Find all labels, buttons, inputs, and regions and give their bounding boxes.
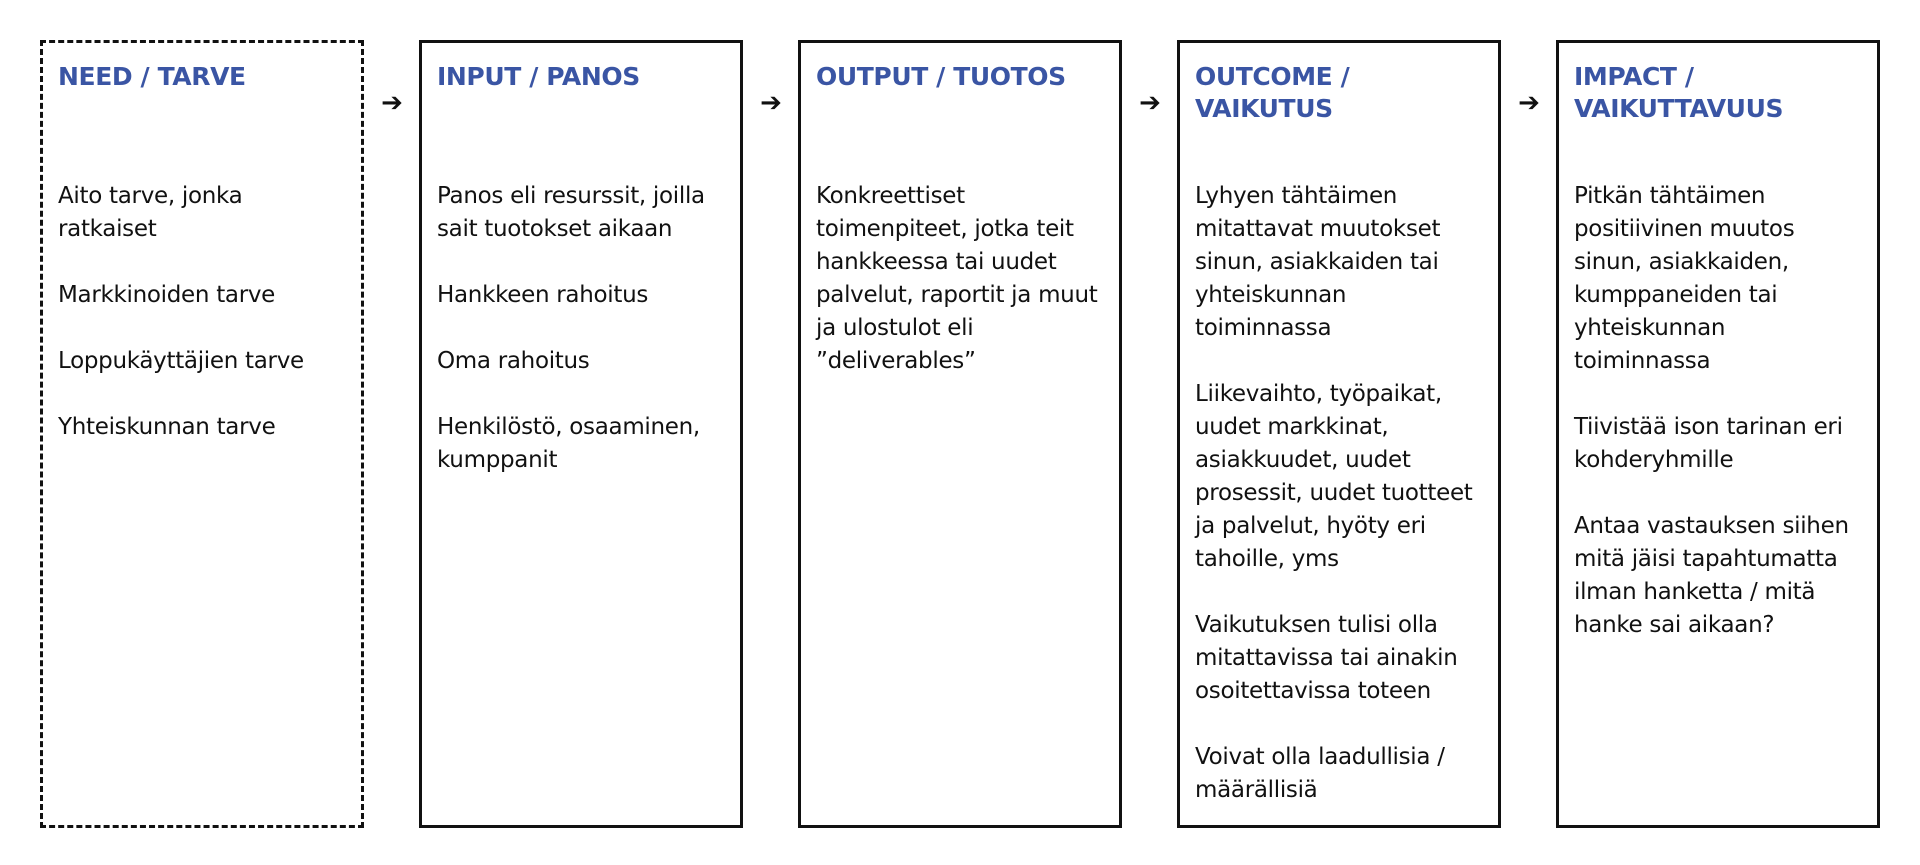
column-paragraph: Henkilöstö, osaaminen, kumppanit	[437, 414, 700, 473]
column-paragraph: Vaikutuksen tulisi olla mitattavissa tai ainakin osoitettavissa toteen	[1195, 612, 1458, 704]
column-outcome	[1177, 40, 1501, 828]
right-arrow-icon: ➔	[1518, 88, 1540, 118]
column-body	[437, 180, 725, 477]
column-title: OUTCOME / VAIKUTUS	[1195, 62, 1350, 123]
column-body	[1195, 180, 1483, 807]
column-paragraph: Aito tarve, jonka ratkaiset	[58, 183, 243, 242]
column-paragraph: Hankkeen rahoitus	[437, 282, 649, 308]
column-output	[798, 40, 1122, 828]
column-paragraph: Pitkän tähtäimen positiivinen muutos sinun, asiakkaiden, kumppaneiden tai yhteiskunnan toiminnassa	[1574, 183, 1795, 374]
column-paragraph: Antaa vastauksen siihen mitä jäisi tapahtumatta ilman hanketta / mitä hanke sai aikaan?	[1574, 513, 1849, 638]
column-body	[816, 180, 1104, 378]
column-need	[40, 40, 364, 828]
column-paragraph: Oma rahoitus	[437, 348, 590, 374]
column-title: INPUT / PANOS	[437, 62, 640, 91]
column-paragraph: Voivat olla laadullisia / määrällisiä	[1195, 744, 1445, 803]
column-paragraph: Panos eli resurssit, joilla sait tuotokset aikaan	[437, 183, 705, 242]
column-title: OUTPUT / TUOTOS	[816, 62, 1066, 91]
column-paragraph: Konkreettiset toimenpiteet, jotka teit hankkeessa tai uudet palvelut, raportit ja muut ja ulostulot eli ”deliverables”	[816, 183, 1098, 374]
right-arrow-icon: ➔	[760, 88, 782, 118]
column-paragraph: Liikevaihto, työpaikat, uudet markkinat, asiakkuudet, uudet prosessit, uudet tuotteet ja palvelut, hyöty eri tahoille, yms	[1195, 381, 1473, 572]
column-body	[1574, 180, 1862, 642]
column-impact	[1556, 40, 1880, 828]
right-arrow-icon: ➔	[1139, 88, 1161, 118]
column-body	[58, 180, 346, 444]
column-paragraph: Tiivistää ison tarinan eri kohderyhmille	[1574, 414, 1843, 473]
column-paragraph: Lyhyen tähtäimen mitattavat muutokset sinun, asiakkaiden tai yhteiskunnan toiminnassa	[1195, 183, 1441, 341]
column-title: IMPACT / VAIKUTTAVUUS	[1574, 62, 1784, 123]
column-paragraph: Loppukäyttäjien tarve	[58, 348, 304, 374]
column-paragraph: Yhteiskunnan tarve	[58, 414, 276, 440]
column-input	[419, 40, 743, 828]
column-title: NEED / TARVE	[58, 62, 246, 91]
column-paragraph: Markkinoiden tarve	[58, 282, 276, 308]
right-arrow-icon: ➔	[381, 88, 403, 118]
